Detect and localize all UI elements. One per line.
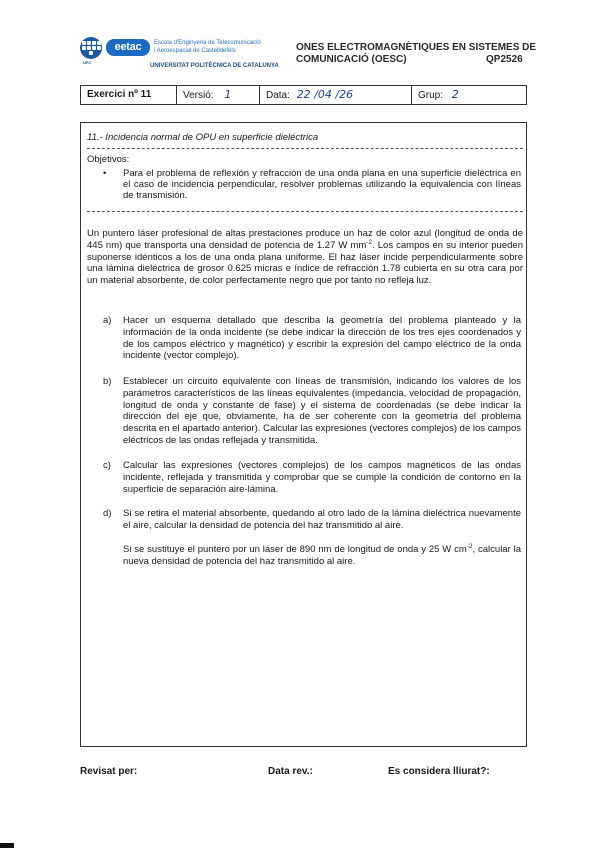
review-date-label: Data rev.: (268, 766, 313, 777)
question-d-extra: Si se sustituye el puntero por un láser de 890 nm de longitud de onda y 25 W $cm^{-2}$, calcular la nueva densidad de potencia del haz transmitido al aire. (123, 542, 521, 567)
scan-mark (0, 843, 14, 848)
university-name: UNIVERSITAT POLITÈCNICA DE CATALUNYA (150, 63, 279, 69)
objectives-label: Objetivos: (87, 154, 130, 165)
eetac-logo: eetac (106, 39, 150, 56)
upc-logo-icon (80, 37, 102, 59)
bullet-icon: • (103, 168, 107, 179)
institution-logo (80, 37, 290, 71)
course-title: ONES ELECTROMAGNÈTIQUES EN SISTEMES DE COMUNICACIÓ (OESC) (296, 42, 537, 65)
exercise-content (80, 122, 527, 747)
question-c: c) Calcular las expresiones (vectores complejos) de los campos magnéticos de las ondas incidente, reflejada y transmitida y comprobar que se cumple la condición de contorno en la superficie de separación aire-lámina. (103, 460, 521, 495)
question-d: d) Si se retira el material absorbente, quedando al otro lado de la lámina dieléctrica nuevamente el aire, calcular la densidad de potencia del haz transmitido al aire. (103, 508, 521, 531)
divider (87, 148, 523, 149)
course-code: QP2526 (486, 54, 523, 65)
date-cell (260, 86, 412, 104)
question-a: a) Hacer un esquema detallado que describa la geometría del problema planteado y la información de la onda incidente (se debe indicar la dirección de los tres ejes coordenados y de los campos eléctrico y magnético) y escribir la expresión del campo eléctrico de la onda incidente (vector complejo). (103, 315, 521, 362)
version-cell (177, 86, 260, 104)
group-value: 2 (451, 88, 459, 101)
question-b: b) Establecer un circuito equivalente con líneas de transmisión, indicando los valores de los parámetros característicos de las líneas equivalentes (impedancia, velocidad de propagación, longitud de onda y constante de fase) y el sistema de coordenadas (se debe indicar la dirección del eje que, obviamente, ha de ser coherente con la geometría del problema descrita en el apartado anterior). Calcular las expresiones (vectores complejos) de los campos eléctricos de las ondas reflejada y transmitida. (103, 376, 521, 446)
school-name: Escola d'Enginyeria de Telecomunicació i Aeroespacial de Castelldefels (154, 40, 261, 54)
group-cell (412, 86, 526, 104)
divider (87, 211, 523, 212)
problem-statement: Un puntero láser profesional de altas prestaciones produce un haz de color azul (longitud de onda de 445 nm) que transporta una densidad de potencia de 1.27 W $mm^{-2}$. Los campos en su interior pueden suponerse idénticos a los de una onda plana uniforme. El haz láser incide perpendicularmente sobre una lámina dieléctrica de grosor 0.625 micras e índice de refracción 1.78 cubierta en su otra cara por un material absorbente, de color perfectamente negro que por tanto no refleja luz. (87, 228, 523, 287)
delivered-label: Es considera lliurat?: (388, 766, 490, 777)
date-label: Data: (266, 90, 290, 101)
group-label: Grup: (418, 90, 444, 101)
exercise-title: 11.- Incidencia normal de OPU en superficie dieléctrica (87, 132, 319, 143)
upc-label: UPC (83, 60, 92, 65)
exercise-number: Exercici nº 11 (81, 86, 177, 104)
exercise-info-table (80, 85, 527, 105)
date-value: 22 /04 /26 (296, 88, 354, 101)
version-label: Versió: (183, 90, 214, 101)
objective-item (103, 168, 521, 201)
objective-text: Para el problema de reflexión y refracción de una onda plana en una superficie dieléctrica en el caso de incidencia perpendicular, resolver problemas utilizando la equivalencia con líneas de transmisión. (123, 168, 521, 201)
reviewed-by-label: Revisat per: (80, 766, 138, 777)
version-value: 1 (224, 88, 232, 101)
